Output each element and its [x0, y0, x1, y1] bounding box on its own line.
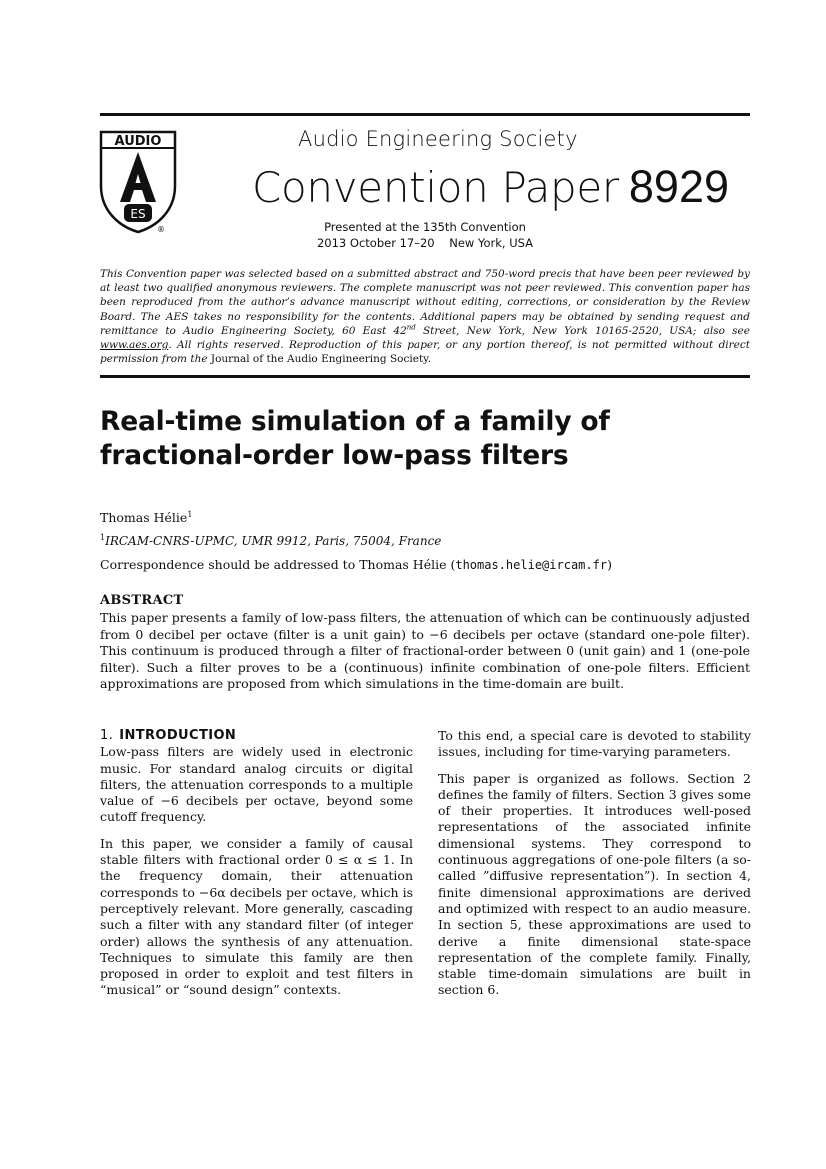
presented-info [300, 219, 550, 251]
convention-label: Convention Paper [252, 163, 619, 212]
paper-number: 8929 [628, 161, 730, 212]
logo-bottom-text: ES [130, 207, 146, 221]
header-top-rule [100, 113, 750, 116]
author-email[interactable]: thomas.helie@ircam.fr [455, 558, 608, 572]
logo-registered: ® [157, 225, 165, 234]
author-name: Thomas Hélie$^1$ [100, 510, 193, 526]
abstract-heading: ABSTRACT [100, 593, 184, 608]
intro-paragraph-1: Low-pass filters are widely used in electronic music. For standard analog circuits or digital filters, the attenuation corresponds to a multiple value of −6 decibels per octave, beyond some cutoff frequency. [100, 744, 413, 825]
correspondence-line: Correspondence should be addressed to Thomas Hélie (thomas.helie@ircam.fr) [100, 557, 612, 572]
intro-paragraph-2: In this paper, we consider a family of causal stable filters with fractional order 0 ≤ α ≤ 1. In the frequency domain, their attenuation corresponds to −6α decibels per octave, which is perceptively relevant. More generally, cascading such a filter with any standard filter (of integer order) allows the synthesis of any attenuation. Techniques to simulate this family are then proposed in order to exploit and test filters in “musical” or “sound design” contexts. [100, 835, 413, 998]
logo-top-text: AUDIO [114, 134, 162, 149]
intro-paragraph-3: To this end, a special care is devoted to stability issues, including for time-varying parameters. [438, 728, 751, 760]
journal-name: Journal of the Audio Engineering Society. [210, 353, 432, 366]
review-notice: This Convention paper was selected based on a submitted abstract and 750-word precis that have been peer reviewed by at least two qualified anonymous reviewers. The complete manuscript was not peer reviewed. This convention paper has been reproduced from the author’s advance manuscript without editing, corrections, or consideration by the Review Board. The AES takes no responsibility for the contents. Additional papers may be obtained by sending request and remittance to Audio Engineering Society, 60 East 42nd Street, New York, New York 10165-2520, USA; also see www.aes.org. All rights reserved. Reproduction of this paper, or any portion thereof, is not permitted without direct permission from the Journal of the Audio Engineering Society. [100, 268, 750, 366]
society-name: Audio Engineering Society [298, 127, 578, 151]
convention-paper-heading [252, 162, 729, 213]
author-affiliation: $^1$IRCAM-CNRS-UPMC, UMR 9912, Paris, 75004, France [100, 533, 442, 548]
presented-convention: Presented at the 135th Convention [324, 220, 526, 234]
presented-date-location: 2013 October 17–20 New York, USA [316, 236, 533, 250]
right-column [438, 728, 751, 1009]
introduction-heading: 1. INTRODUCTION [100, 728, 237, 743]
left-column [100, 728, 413, 1009]
aes-website-link[interactable]: www.aes.org [100, 339, 169, 352]
abstract-text: This paper presents a family of low-pass filters, the attenuation of which can be continuously adjusted from 0 decibel per octave (filter is a unit gain) to −6 decibels per octave (standard one-pole filter). This continuum is produced through a filter of fractional-order between 0 (unit gain) and 1 (one-pole filter). Such a filter proves to be a (continuous) infinite combination of one-pole filters. Efficient approximations are proposed from which simulations in the time-domain are built. [100, 610, 750, 691]
header-bottom-rule [100, 375, 750, 378]
intro-paragraph-4: This paper is organized as follows. Section 2 defines the family of filters. Section 3 gives some of their properties. It introduces well-posed representations of the associated infinite dimensional systems. They correspond to continuous aggregations of one-pole filters (a so-called ”diffusive representation”). In section 4, finite dimensional approximations are derived and optimized with respect to an audio measure. In section 5, these approximations are used to derive a finite dimensional state-space representation of the complete family. Finally, stable time-domain simulations are built in section 6. [438, 770, 751, 998]
paper-title: Real-time simulation of a family of fractional-order low-pass filters [100, 406, 610, 471]
aes-logo [98, 128, 178, 236]
